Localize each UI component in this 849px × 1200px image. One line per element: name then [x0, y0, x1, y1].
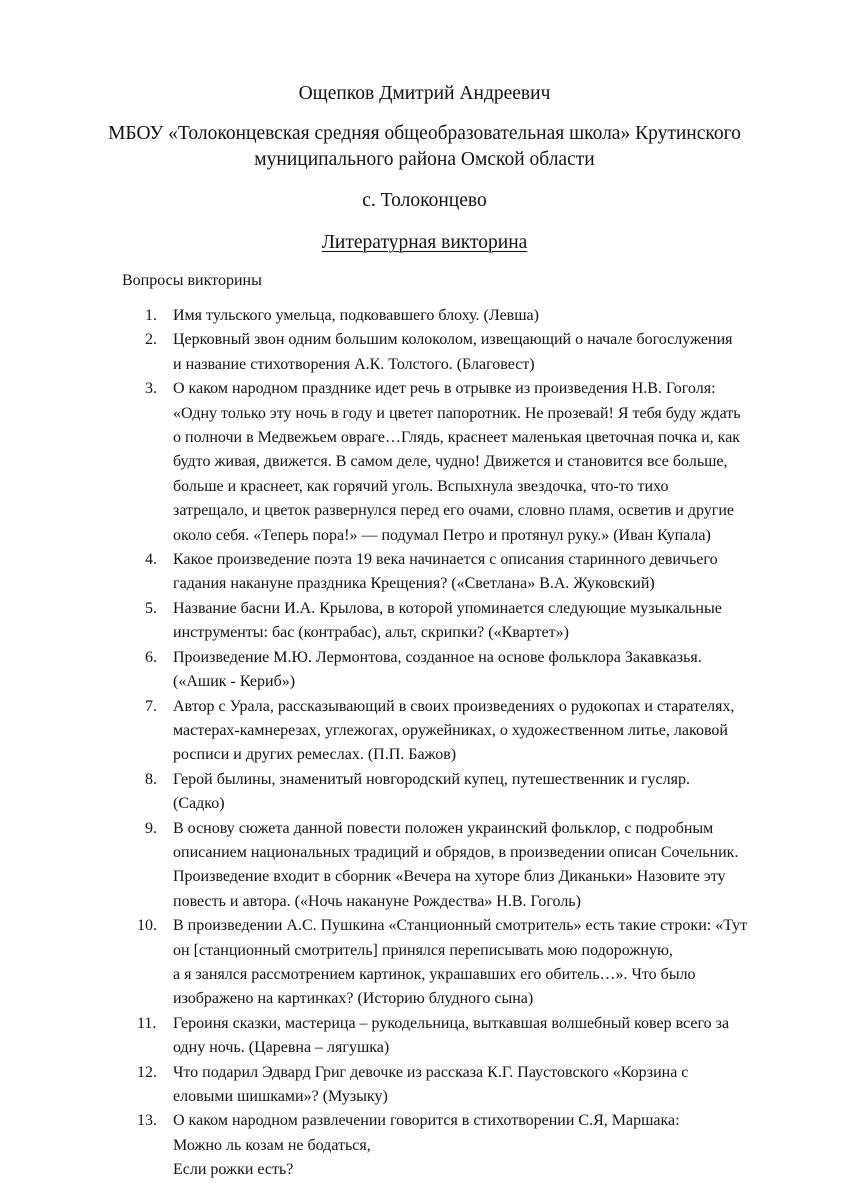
question-line: и название стихотворения А.К. Толстого. (Благовест) — [173, 355, 535, 373]
question-line: росписи и других ремеслах. (П.П. Бажов) — [173, 746, 457, 764]
question-line: О каком народном развлечении говорится в стихотворении С.Я, Маршака: — [173, 1112, 680, 1130]
question-text — [173, 548, 849, 597]
question-line: (Садко) — [173, 795, 225, 813]
question-number: 12. — [137, 1063, 157, 1081]
question-item — [0, 914, 849, 1012]
question-line: инструменты: бас (контрабас), альт, скрипки? («Квартет») — [173, 624, 569, 642]
question-line: В основу сюжета данной повести положен украинский фольклор, с подробным — [173, 819, 714, 837]
question-line: больше и краснеет, как горячий уголь. Вспыхнула звездочка, что-то тихо — [173, 477, 669, 495]
question-text — [173, 768, 849, 817]
question-text — [173, 1061, 849, 1110]
question-line: Какое произведение поэта 19 века начинается с описания старинного девичьего — [173, 551, 718, 569]
question-line: Героиня сказки, мастерица – рукодельница, выткавшая волшебный ковер всего за — [173, 1014, 730, 1032]
question-line: В произведении А.С. Пушкина «Станционный смотритель» есть такие строки: «Тут — [173, 917, 748, 935]
question-item — [0, 1109, 849, 1182]
question-line: Церковный звон одним большим колоколом, извещающий о начале богослужения — [173, 331, 733, 349]
question-item — [0, 1061, 849, 1110]
question-line: Произведение М.Ю. Лермонтова, созданное на основе фольклора Закавказья. — [173, 648, 702, 666]
question-item — [0, 548, 849, 597]
question-line: о полночи в Медвежьем овраге…Глядь, краснеет маленькая цветочная почка и, как — [173, 429, 741, 447]
school-name-line-1: МБОУ «Толоконцевская средняя общеобразовательная школа» Крутинского — [108, 123, 741, 144]
section-label: Вопросы викторины — [122, 272, 262, 289]
question-line: Если рожки есть? — [173, 1161, 294, 1179]
question-item — [0, 1012, 849, 1061]
question-line: а я занялся рассмотрением картинок, украшавших его обитель…». Что было — [173, 965, 696, 983]
question-item — [0, 817, 849, 915]
question-text — [173, 377, 849, 548]
question-line: около себя. «Теперь пора!» — подумал Петро и протянул руку.» (Иван Купала) — [173, 526, 711, 544]
question-line: еловыми шишками»? (Музыку) — [173, 1088, 388, 1105]
question-line: Имя тульского умельца, подковавшего блоху. (Левша) — [173, 307, 539, 324]
question-number: 11. — [137, 1014, 157, 1032]
question-number: 8. — [145, 770, 157, 788]
question-text — [173, 597, 849, 646]
question-line: гадания накануне праздника Крещения? («Светлана» В.А. Жуковский) — [173, 575, 655, 593]
question-item — [0, 768, 849, 817]
question-line: одну ночь. (Царевна – лягушка) — [173, 1039, 390, 1057]
question-text — [173, 304, 849, 328]
question-text — [173, 328, 849, 377]
question-number: 7. — [145, 697, 157, 715]
question-line: О каком народном празднике идет речь в отрывке из произведения Н.В. Гоголя: — [173, 380, 716, 398]
question-number: 9. — [145, 819, 157, 837]
question-line: («Ашик - Кериб») — [173, 673, 296, 691]
question-number: 3. — [145, 380, 157, 398]
question-line: описанием национальных традиций и обрядов, в произведении описан Сочельник. — [173, 843, 739, 861]
question-line: Название басни И.А. Крылова, в которой упоминается следующие музыкальные — [173, 599, 722, 617]
question-line: мастерах-камнерезах, углежогах, оружейниках, о художественном литье, лаковой — [173, 721, 728, 739]
question-item — [0, 695, 849, 768]
question-number: 1. — [145, 307, 157, 324]
question-line: он [станционный смотритель] принялся переписывать мою подорожную, — [173, 941, 673, 959]
question-item — [0, 597, 849, 646]
question-number: 6. — [145, 648, 157, 666]
question-number: 13. — [137, 1112, 157, 1130]
school-name-line-2: муниципального района Омской области — [254, 149, 595, 170]
question-item — [0, 304, 849, 328]
question-text — [173, 817, 849, 915]
question-line: будто живая, движется. В самом деле, чудно! Движется и становится все больше, — [173, 453, 728, 471]
question-text — [173, 646, 849, 695]
question-line: «Одну только эту ночь в году и цветет папоротник. Не прозевай! Я тебя буду ждать — [173, 404, 741, 422]
question-text — [173, 695, 849, 768]
question-item — [0, 328, 849, 377]
question-text — [173, 1012, 849, 1061]
author-name: Ощепков Дмитрий Андреевич — [298, 83, 551, 104]
question-line: затрещало, и цветок развернулся перед его очами, словно пламя, осветив и другие — [173, 502, 734, 520]
questions-list — [0, 304, 849, 1183]
question-line: Герой былины, знаменитый новгородский купец, путешественник и гусляр. — [173, 770, 690, 788]
question-number: 10. — [137, 917, 157, 935]
question-line: повесть и автора. («Ночь накануне Рождества» Н.В. Гоголь) — [173, 892, 581, 910]
question-item — [0, 646, 849, 695]
question-line: Автор с Урала, рассказывающий в своих произведениях о рудокопах и старателях, — [173, 697, 735, 715]
quiz-title: Литературная викторина — [321, 232, 528, 253]
question-number: 4. — [145, 551, 157, 569]
question-number: 5. — [145, 599, 157, 617]
question-item — [0, 377, 849, 548]
question-line: Что подарил Эдвард Григ девочке из рассказа К.Г. Паустовского «Корзина с — [173, 1063, 689, 1081]
question-text — [173, 1109, 849, 1182]
question-line: изображено на картинках? (Историю блудного сына) — [173, 990, 534, 1008]
question-line: Произведение входит в сборник «Вечера на хуторе близ Диканьки» Назовите эту — [173, 868, 726, 886]
village-name: с. Толоконцево — [362, 190, 487, 211]
question-line: Можно ль козам не бодаться, — [173, 1136, 371, 1154]
question-number: 2. — [145, 331, 157, 349]
document-title — [0, 230, 849, 256]
question-text — [173, 914, 849, 1012]
